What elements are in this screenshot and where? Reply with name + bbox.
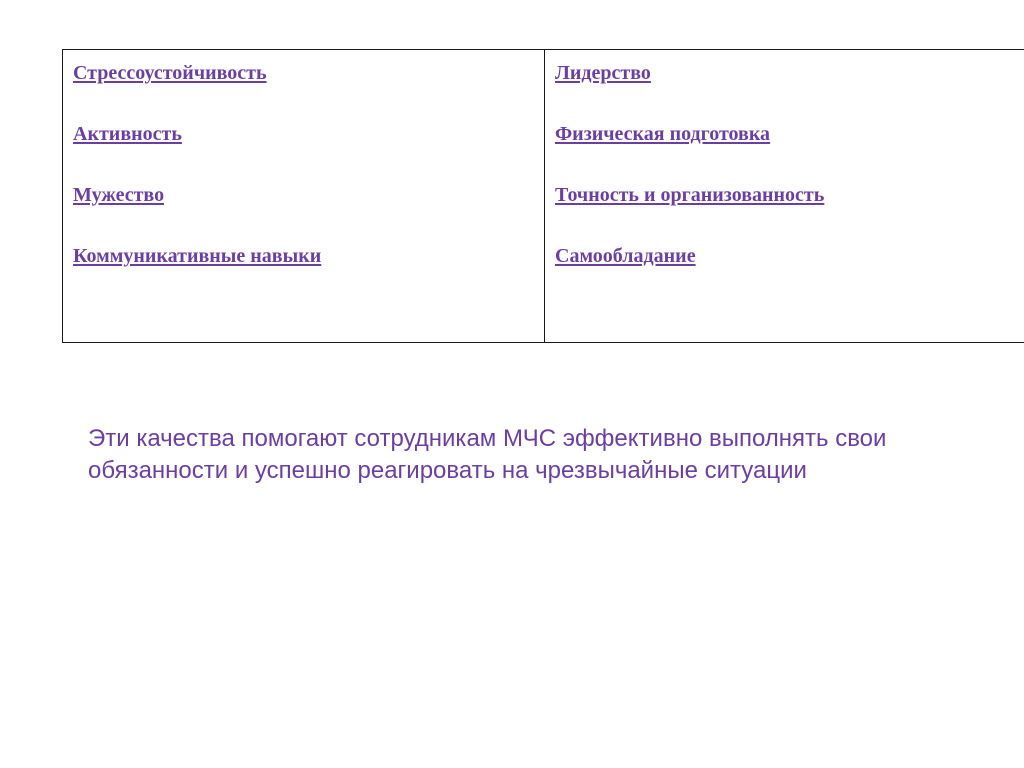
table-row [63, 50, 1024, 343]
left-column-cell [63, 50, 545, 343]
quality-link-leadership[interactable]: Лидерство [555, 62, 651, 84]
quality-link-precision-organization[interactable]: Точность и организованность [555, 184, 825, 206]
quality-link-activity[interactable]: Активность [73, 123, 182, 145]
summary-line-2: обязанности и успешно реагировать на чрезвычайные ситуации [88, 457, 807, 484]
list-item [555, 245, 1024, 306]
right-quality-list [555, 62, 1024, 306]
list-item [555, 123, 1024, 184]
list-item [555, 184, 1024, 245]
list-item [73, 184, 534, 245]
quality-link-courage[interactable]: Мужество [73, 184, 165, 206]
quality-link-self-control[interactable]: Самообладание [555, 245, 696, 267]
list-item [73, 245, 534, 306]
summary-text [88, 423, 988, 487]
left-quality-list [73, 62, 534, 306]
quality-link-physical-training[interactable]: Физическая подготовка [555, 123, 771, 145]
qualities-table [62, 49, 1024, 343]
list-item [73, 123, 534, 184]
summary-line-1: Эти качества помогают сотрудникам МЧС эффективно выполнять свои [88, 425, 887, 452]
right-column-cell [545, 50, 1024, 343]
quality-link-communication-skills[interactable]: Коммуникативные навыки [73, 245, 322, 267]
list-item [73, 62, 534, 123]
list-item [555, 62, 1024, 123]
quality-link-stress-resistance[interactable]: Стрессоустойчивость [73, 62, 267, 84]
